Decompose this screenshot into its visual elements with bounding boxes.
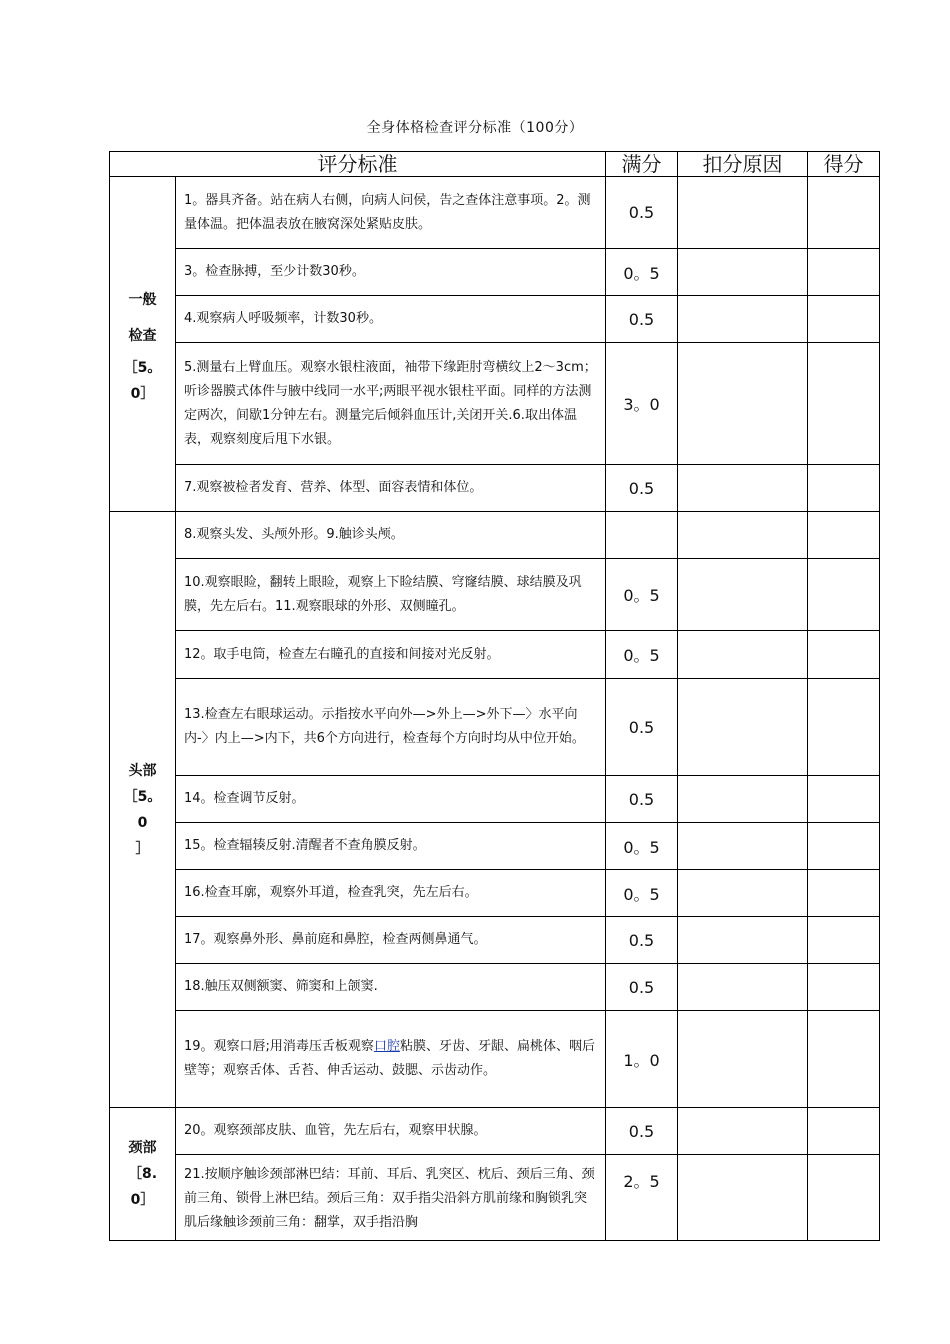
header-criteria: 评分标准	[110, 152, 606, 177]
deduction-reason-cell[interactable]	[678, 964, 808, 1011]
score-cell[interactable]	[808, 465, 880, 512]
item-text: 7.观察被检者发育、营养、体型、面容表情和体位。	[176, 465, 606, 512]
item-text-part: 19。观察口唇;用消毒压舌板观察	[184, 1039, 374, 1054]
deduction-reason-cell[interactable]	[678, 177, 808, 249]
deduction-reason-cell[interactable]	[678, 296, 808, 343]
table-row	[110, 559, 880, 631]
table-row	[110, 1011, 880, 1108]
full-score-value: 0.5	[606, 465, 678, 512]
table-row	[110, 1155, 880, 1241]
category-line: 0］	[130, 1192, 155, 1208]
full-score-value: 0.5	[606, 917, 678, 964]
score-cell[interactable]	[808, 177, 880, 249]
full-score-value: 0。5	[606, 870, 678, 917]
score-cell[interactable]	[808, 296, 880, 343]
full-score-value: 0。5	[606, 823, 678, 870]
header-deduction-reason: 扣分原因	[678, 152, 808, 177]
table-row	[110, 465, 880, 512]
category-line: 颈部	[128, 1140, 157, 1156]
category-line: ］	[135, 840, 150, 857]
score-cell[interactable]	[808, 1155, 880, 1241]
table-row	[110, 823, 880, 870]
item-text: 12。取手电筒，检查左右瞳孔的直接和间接对光反射。	[176, 631, 606, 679]
category-line: 检查	[128, 328, 157, 344]
category-line: 一般	[128, 292, 157, 308]
table-row	[110, 870, 880, 917]
item-text: 4.观察病人呼吸频率，计数30秒。	[176, 296, 606, 343]
category-line: 0］	[130, 386, 155, 402]
item-text: 3。检查脉搏，至少计数30秒。	[176, 249, 606, 296]
item-text	[176, 1011, 606, 1108]
category-line: ［5。	[123, 360, 162, 376]
score-cell[interactable]	[808, 679, 880, 776]
item-text: 13.检查左右眼球运动。示指按水平向外—>外上—>外下—〉水平向内-〉内上—>内下，共6个方向进行，检查每个方向时均从中位开始。	[176, 679, 606, 776]
score-cell[interactable]	[808, 512, 880, 559]
item-text: 5.测量右上臂血压。观察水银柱液面，袖带下缘距肘弯横纹上2～3cm；听诊器膜式体件与腋中线同一水平;两眼平视水银柱平面。同样的方法测定两次，间歇1分钟左右。测量完后倾斜血压计,关闭开关.6.取出体温表，观察刻度后甩下水银。	[176, 343, 606, 465]
scoring-table	[109, 151, 880, 1241]
table-row	[110, 177, 880, 249]
item-text: 10.观察眼睑，翻转上眼睑，观察上下睑结膜、穹窿结膜、球结膜及巩膜，先左后右。11.观察眼球的外形、双侧瞳孔。	[176, 559, 606, 631]
table-row	[110, 512, 880, 559]
category-line: ［5。0	[123, 788, 162, 831]
deduction-reason-cell[interactable]	[678, 679, 808, 776]
item-text: 17。观察鼻外形、鼻前庭和鼻腔，检查两侧鼻通气。	[176, 917, 606, 964]
item-text: 18.触压双侧额窦、筛窦和上颌窦.	[176, 964, 606, 1011]
table-row	[110, 917, 880, 964]
item-text: 1。器具齐备。站在病人右侧，向病人问侯，告之查体注意事项。2。测量体温。把体温表放在腋窝深处紧贴皮肤。	[176, 177, 606, 249]
score-cell[interactable]	[808, 870, 880, 917]
score-cell[interactable]	[808, 559, 880, 631]
table-row	[110, 343, 880, 465]
table-row	[110, 296, 880, 343]
table-row	[110, 964, 880, 1011]
deduction-reason-cell[interactable]	[678, 249, 808, 296]
full-score-value	[606, 512, 678, 559]
full-score-value: 0.5	[606, 964, 678, 1011]
category-line: ［8.	[127, 1166, 158, 1182]
full-score-value: 0。5	[606, 631, 678, 679]
item-text: 8.观察头发、头颅外形。9.触诊头颅。	[176, 512, 606, 559]
full-score-value: 0.5	[606, 177, 678, 249]
deduction-reason-cell[interactable]	[678, 1155, 808, 1241]
item-text-part: 粘膜、牙齿、牙龈、扁桃体、咽后壁等；观察舌体、舌苔、伸舌运动、鼓腮、示齿动作。	[184, 1039, 595, 1078]
full-score-value: 2。5	[606, 1155, 678, 1241]
full-score-value: 0。5	[606, 249, 678, 296]
deduction-reason-cell[interactable]	[678, 917, 808, 964]
full-score-value: 0.5	[606, 1108, 678, 1155]
deduction-reason-cell[interactable]	[678, 559, 808, 631]
category-neck	[110, 1108, 176, 1241]
page-title: 全身体格检查评分标准（100分）	[366, 120, 584, 136]
item-text: 16.检查耳廓，观察外耳道，检查乳突，先左后右。	[176, 870, 606, 917]
full-score-value: 3。0	[606, 343, 678, 465]
deduction-reason-cell[interactable]	[678, 631, 808, 679]
table-row	[110, 631, 880, 679]
full-score-value: 0。5	[606, 559, 678, 631]
score-cell[interactable]	[808, 249, 880, 296]
deduction-reason-cell[interactable]	[678, 776, 808, 823]
full-score-value: 0.5	[606, 776, 678, 823]
category-general-exam	[110, 177, 176, 512]
full-score-value: 1。0	[606, 1011, 678, 1108]
deduction-reason-cell[interactable]	[678, 823, 808, 870]
score-cell[interactable]	[808, 964, 880, 1011]
header-full-score: 满分	[606, 152, 678, 177]
table-row	[110, 776, 880, 823]
deduction-reason-cell[interactable]	[678, 465, 808, 512]
score-cell[interactable]	[808, 1108, 880, 1155]
table-row	[110, 679, 880, 776]
header-score: 得分	[808, 152, 880, 177]
full-score-value: 0.5	[606, 679, 678, 776]
item-text: 21.按顺序触诊颈部淋巴结：耳前、耳后、乳突区、枕后、颈后三角、颈前三角、锁骨上淋巴结。颈后三角：双手指尖沿斜方肌前缘和胸锁乳突肌后缘触诊颈前三角：翻掌，双手指沿胸	[176, 1155, 606, 1241]
table-row	[110, 1108, 880, 1155]
deduction-reason-cell[interactable]	[678, 343, 808, 465]
deduction-reason-cell[interactable]	[678, 1011, 808, 1108]
score-cell[interactable]	[808, 631, 880, 679]
deduction-reason-cell[interactable]	[678, 1108, 808, 1155]
score-cell[interactable]	[808, 776, 880, 823]
oral-cavity-link[interactable]: 口腔	[373, 1039, 400, 1054]
table-row	[110, 249, 880, 296]
deduction-reason-cell[interactable]	[678, 512, 808, 559]
item-text: 14。检查调节反射。	[176, 776, 606, 823]
score-cell[interactable]	[808, 1011, 880, 1108]
table-header-row	[110, 152, 880, 177]
score-cell[interactable]	[808, 823, 880, 870]
deduction-reason-cell[interactable]	[678, 870, 808, 917]
item-text: 15。检查辐辏反射.清醒者不查角膜反射。	[176, 823, 606, 870]
score-cell[interactable]	[808, 343, 880, 465]
full-score-value: 0.5	[606, 296, 678, 343]
score-cell[interactable]	[808, 917, 880, 964]
item-text: 20。观察颈部皮肤、血管，先左后右，观察甲状腺。	[176, 1108, 606, 1155]
category-line: 头部	[128, 762, 157, 779]
category-head	[110, 512, 176, 1108]
